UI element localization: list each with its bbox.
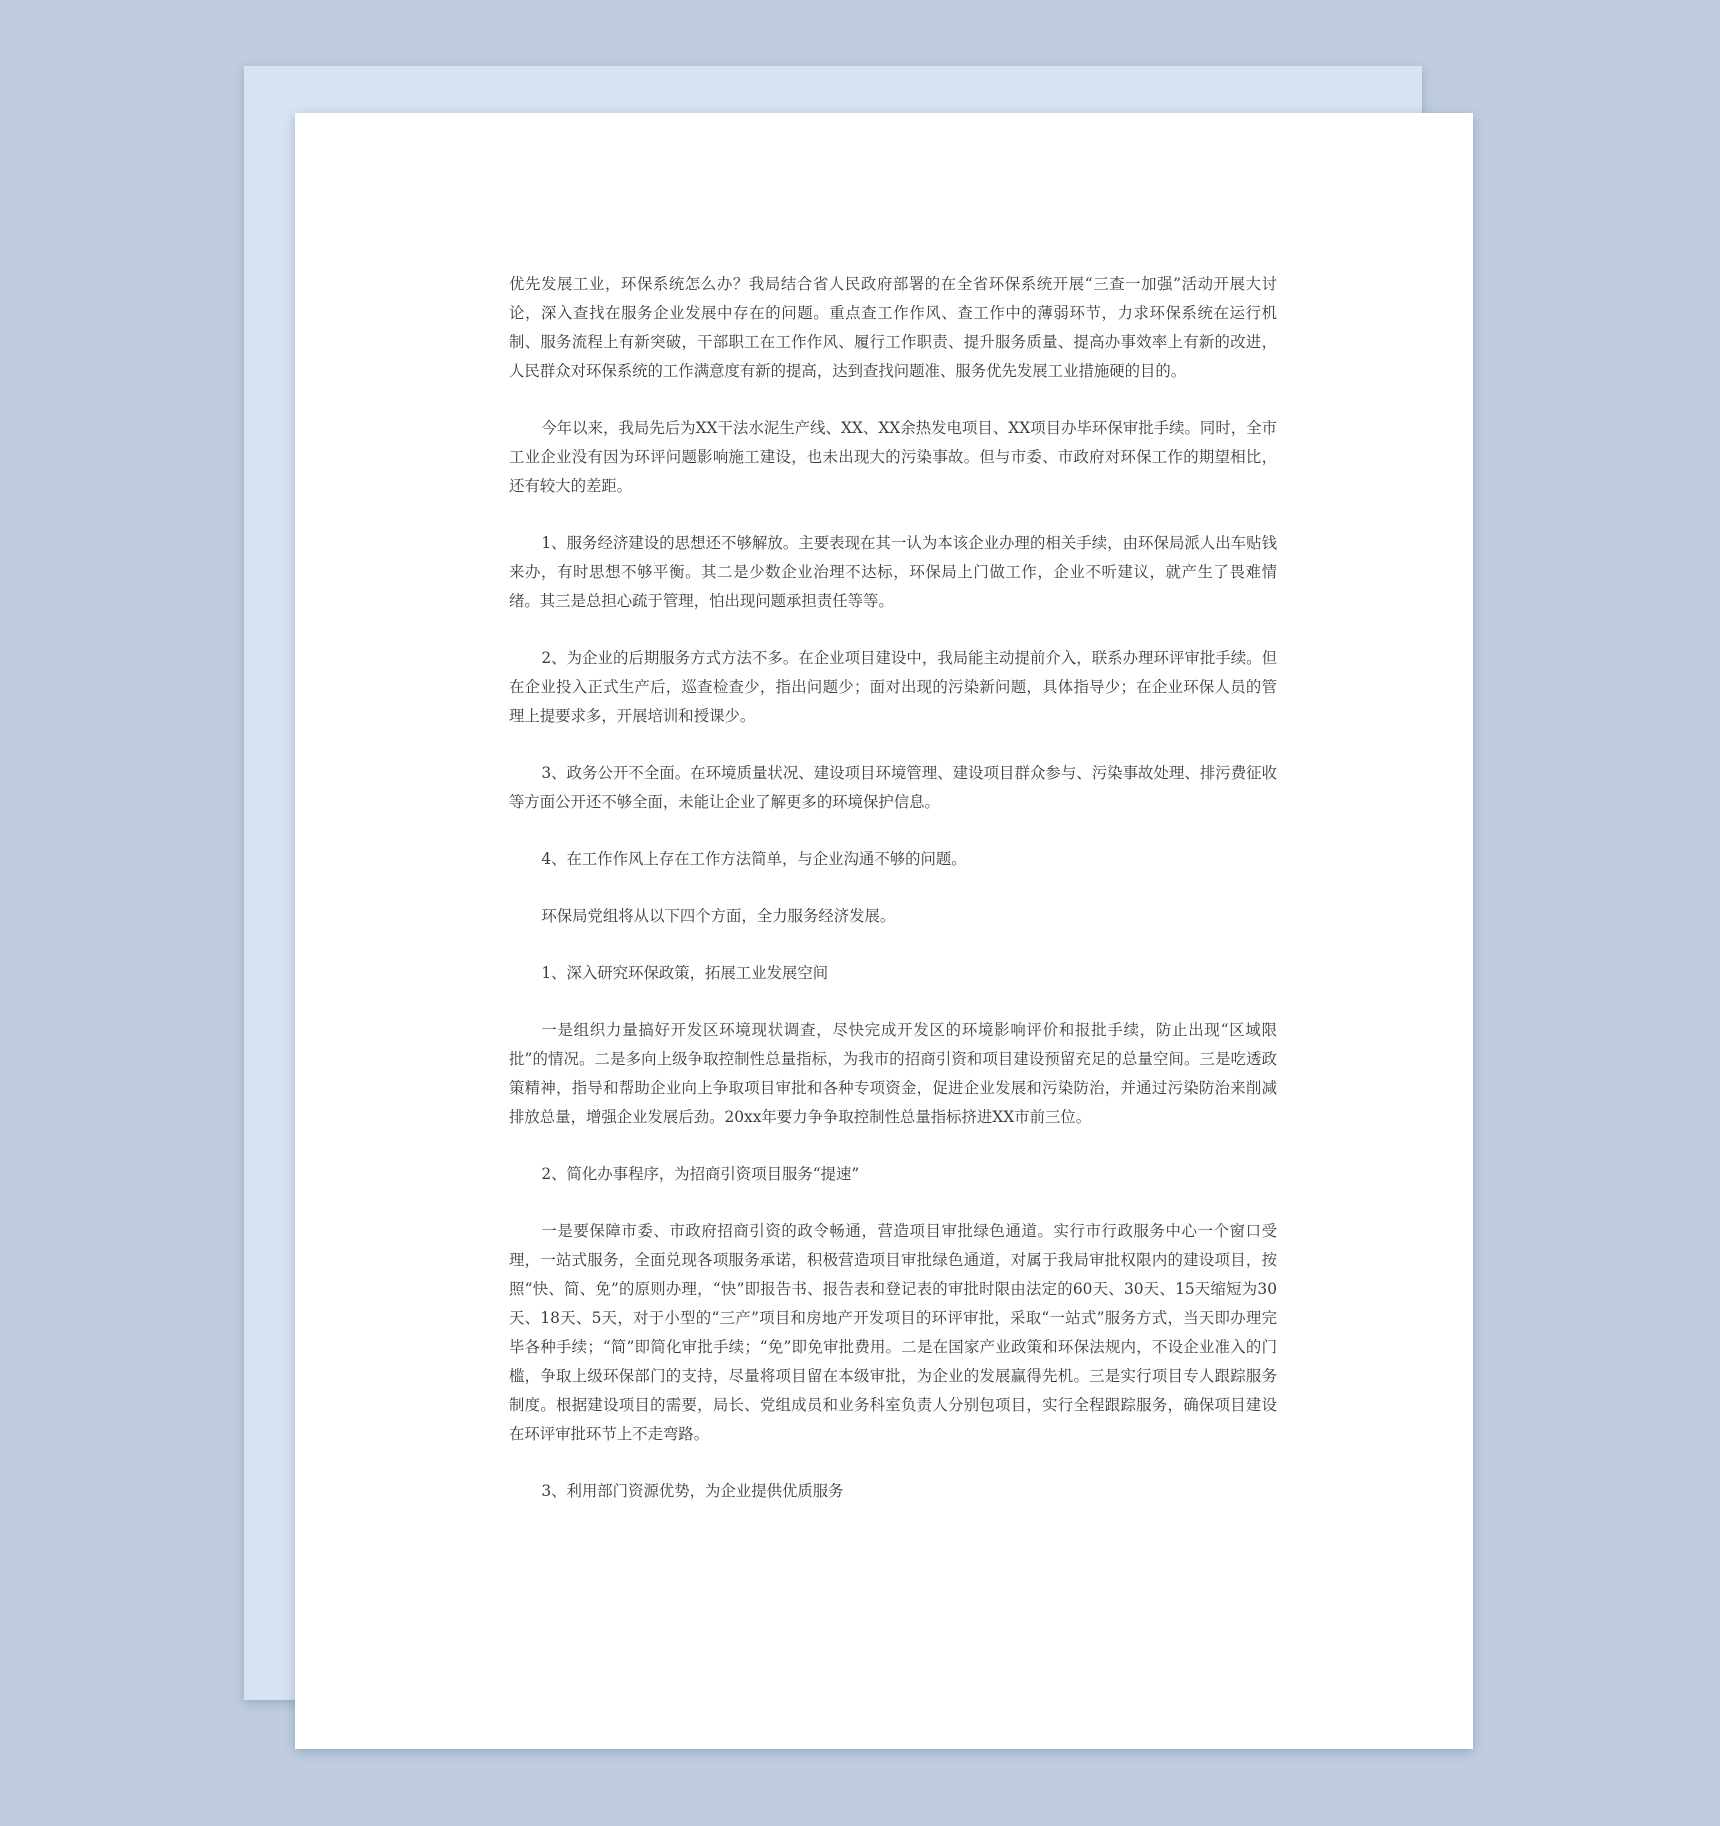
paragraph-measures-intro: 环保局党组将从以下四个方面，全力服务经济发展。 <box>541 907 896 925</box>
paragraph-problem-3: 3、政务公开不全面。在环境质量状况、建设项目环境管理、建设项目群众参与、污染事故处理、排污费征收等方面公开还不够全面，未能让企业了解更多的环境保护信息。 <box>509 764 1277 811</box>
paragraph-measure-2-detail: 一是要保障市委、市政府招商引资的政令畅通，营造项目审批绿色通道。实行市行政服务中心一个窗口受理，一站式服务，全面兑现各项服务承诺，积极营造项目审批绿色通道，对属于我局审批权限内的建设项目，按照“快、简、免”的原则办理，“快”即报告书、报告表和登记表的审批时限由法定的60天、30天、15天缩短为30天、18天、5天，对于小型的“三产”项目和房地产开发项目的环评审批，采取“一站式”服务方式，当天即办理完毕各种手续；“简”即简化审批手续；“免”即免审批费用。二是在国家产业政策和环保法规内，不设企业准入的门槛，争取上级环保部门的支持，尽量将项目留在本级审批，为企业的发展赢得先机。三是实行项目专人跟踪服务制度。根据建设项目的需要，局长、党组成员和业务科室负责人分别包项目，实行全程跟踪服务，确保项目建设在环评审批环节上不走弯路。 <box>509 1222 1277 1443</box>
paragraph-problem-1: 1、服务经济建设的思想还不够解放。主要表现在其一认为本该企业办理的相关手续，由环保局派人出车贴钱来办，有时思想不够平衡。其二是少数企业治理不达标，环保局上门做工作，企业不听建议，就产生了畏难情绪。其三是总担心疏于管理，怕出现问题承担责任等等。 <box>509 534 1277 610</box>
document-page <box>295 113 1473 1749</box>
paragraph-problem-4: 4、在工作作风上存在工作方法简单，与企业沟通不够的问题。 <box>541 850 967 868</box>
heading-measure-2: 2、简化办事程序，为招商引资项目服务“提速” <box>541 1165 860 1183</box>
heading-measure-1: 1、深入研究环保政策，拓展工业发展空间 <box>541 964 829 982</box>
paragraph-intro: 优先发展工业，环保系统怎么办？我局结合省人民政府部署的在全省环保系统开展“三查一加强”活动开展大讨论，深入查找在服务企业发展中存在的问题。重点查工作作风、查工作中的薄弱环节，力求环保系统在运行机制、服务流程上有新突破，干部职工在工作作风、履行工作职责、提升服务质量、提高办事效率上有新的改进，人民群众对环保系统的工作满意度有新的提高，达到查找问题准、服务优先发展工业措施硬的目的。 <box>509 275 1277 380</box>
document-body <box>509 270 1277 1534</box>
heading-measure-3: 3、利用部门资源优势，为企业提供优质服务 <box>541 1482 844 1500</box>
paragraph-progress: 今年以来，我局先后为XX干法水泥生产线、XX、XX余热发电项目、XX项目办毕环保审批手续。同时，全市工业企业没有因为环评问题影响施工建设，也未出现大的污染事故。但与市委、市政府对环保工作的期望相比，还有较大的差距。 <box>509 419 1277 495</box>
paragraph-measure-1-detail: 一是组织力量搞好开发区环境现状调查，尽快完成开发区的环境影响评价和报批手续，防止出现“区域限批”的情况。二是多向上级争取控制性总量指标，为我市的招商引资和项目建设预留充足的总量空间。三是吃透政策精神，指导和帮助企业向上争取项目审批和各种专项资金，促进企业发展和污染防治，并通过污染防治来削减排放总量，增强企业发展后劲。20xx年要力争争取控制性总量指标挤进XX市前三位。 <box>509 1021 1277 1126</box>
paragraph-problem-2: 2、为企业的后期服务方式方法不多。在企业项目建设中，我局能主动提前介入，联系办理环评审批手续。但在企业投入正式生产后，巡查检查少，指出问题少；面对出现的污染新问题，具体指导少；在企业环保人员的管理上提要求多，开展培训和授课少。 <box>509 649 1277 725</box>
